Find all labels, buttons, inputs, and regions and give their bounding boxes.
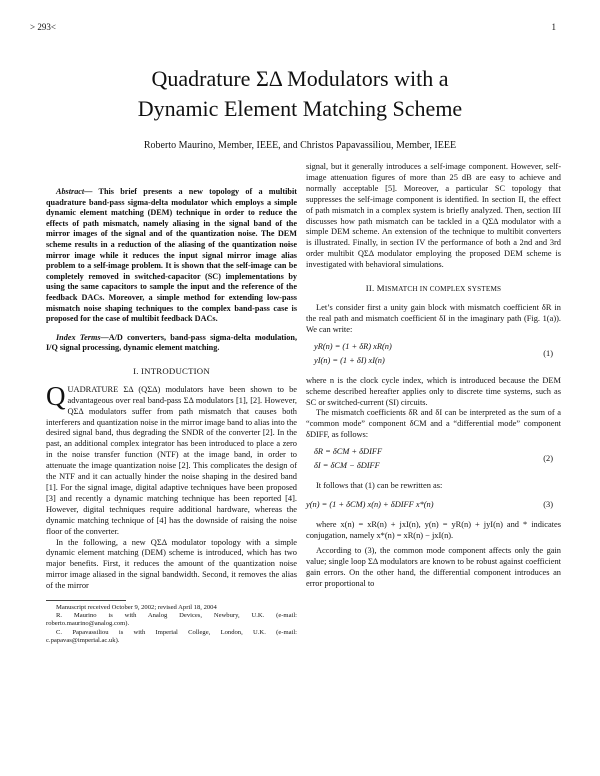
right-paragraph-2: Let’s consider first a unity gain block with mismatch coefficient δR in the real path and mismatch coefficient δI in the imaginary path (Fig. 1(a)). We can write:: [306, 302, 561, 334]
index-text: —A/D converters, band-pass sigma-delta modulation, I/Q signal processing, dynamic element matching.: [46, 332, 297, 353]
right-paragraph-3: where n is the clock cycle index, which is introduced because the DEM scheme described hereafter applies only to discrete time systems, such as SC or switched-current (SI) circuits.: [306, 375, 561, 407]
equation-3-number: (3): [543, 500, 553, 510]
section-2-heading: [306, 283, 561, 295]
equation-1-line-2: yI(n) = (1 + δI) xI(n): [314, 355, 385, 365]
index-terms: [46, 333, 297, 354]
equation-2-number: (2): [543, 454, 553, 464]
equation-3: [306, 498, 561, 514]
abstract: [46, 187, 297, 325]
equation-1: [306, 342, 561, 370]
section-2-title: ISMATCH IN COMPLEX SYSTEMS: [384, 285, 502, 294]
equation-1-number: (1): [543, 348, 553, 358]
paper-title: [0, 64, 600, 124]
title-line-1: Quadrature ΣΔ Modulators with a: [151, 66, 449, 91]
footnote-author-1: R. Maurino is with Analog Devices, Newbury, U.K. (e-mail: roberto.maurino@analog.com).: [46, 612, 297, 628]
drop-cap: Q: [46, 380, 66, 411]
abstract-text: This brief presents a new topology of a multibit quadrature band-pass sigma-delta modulator which employs a simple dynamic element matching (DEM) technique in order to reduce the effects of path mismatch, namely aliasing in the signal band of the mirror images of the signal and of the quantization noise. The DEM scheme results in a reduction of the aliasing of the quantization noise mirror image while it reduces the input signal mirror image alias problem to a self-image problem. It is shown that the self-image can be completely removed in switched-capacitor (SC) implementations by using the same capacitors to sample the input and the reference of the feedback DACs. Moreover, a simple method for extending low-pass mismatch noise shaping techniques to the complex band-pass case is proposed for the case of multibit feedback DACs.: [46, 187, 297, 324]
page-number: 1: [551, 22, 556, 32]
equation-2-line-2: δI = δCM − δDIFF: [314, 461, 380, 471]
abstract-label: Abstract—: [56, 187, 93, 196]
left-column: [46, 162, 297, 645]
right-paragraph-6: where x(n) = xR(n) + jxI(n), y(n) = yR(n) + jyI(n) and * indicates conjugation, namely x*(n) = xR(n) − jxI(n).: [306, 520, 561, 540]
right-paragraph-1: signal, but it generally introduces a self-image component. However, self-image attenuation figures of more than 25 dB are easy to achieve and normally acceptable [5]. Moreover, a particular SC topology that suppresses the self-image component is identified. In section II, the effect of path mismatch in a complex system is briefly analyzed. Then, section III discusses how path mismatch can be tackled in a QΣΔ modulator with a simple DEM scheme. An extension of the technique to multibit converters is illustrated. Finally, in section IV the performance of both a 2nd and 3rd order multibit QΣΔ modulator employing the proposed DEM scheme is investigated with behavioral simulations.: [306, 162, 561, 270]
right-column: [306, 162, 561, 589]
intro-paragraph-1: [46, 380, 297, 538]
right-paragraph-4: The mismatch coefficients δR and δI can be interpreted as the sum of a “common mode” component δCM and a “differential mode” component δDIFF, as follows:: [306, 408, 561, 440]
right-paragraph-7: According to (3), the common mode component affects only the gain value; single loop ΣΔ modulators are known to be robust against coefficient gain errors. On the other hand, the differential component introduces an error proportional to: [306, 545, 561, 588]
section-1-heading: I. INTRODUCTION: [133, 365, 210, 376]
equation-2-line-1: δR = δCM + δDIFF: [314, 447, 383, 457]
equation-2: [306, 447, 561, 475]
right-paragraph-5: It follows that (1) can be rewritten as:: [316, 481, 443, 491]
equation-3-line: y(n) = (1 + δCM) x(n) + δDIFF x*(n): [306, 500, 434, 510]
equation-1-line-1: yR(n) = (1 + δR) xR(n): [314, 341, 392, 351]
title-line-2: Dynamic Element Matching Scheme: [137, 96, 463, 121]
intro-paragraph-1-text: UADRATURE ΣΔ (QΣΔ) modulators have been shown to be advantageous over real band-pass ΣΔ modulators [1], [2]. However, QΣΔ modulators suffer from path mismatch that causes both interferers and quantization noise in the mirror image band to alias into the desired signal band, thus degrading the SNDR of the converter [2]. In the past, an additional complex integrator has been introduced to place a zero in the noise transfer function (NTF) at the image band, in order to attenuate the image quantization noise [2]. This complicates the design of the NTF and it can actually hinder the noise shaping in the desired band [1]. For the signal image, digital adaptive techniques have been proposed [3] and recently a dynamic matching technique has been reported [4]. However, digital techniques require additional hardware, whereas the dynamic matching technique of [4] has the downside of raising the noise floor of the converter.: [46, 384, 297, 536]
section-2-num: II. M: [365, 283, 385, 294]
index-label: Index Terms: [56, 332, 101, 342]
header-label: > 293<: [30, 22, 56, 32]
footnote-author-2: C. Papavassiliou is with Imperial College, London, U.K. (e-mail: c.papavas@imperial.ac.uk).: [46, 628, 297, 644]
authors: Roberto Maurino, Member, IEEE, and Christos Papavassiliou, Member, IEEE: [143, 140, 457, 151]
footnote-received: Manuscript received October 9, 2002; revised April 18, 2004: [56, 604, 217, 612]
footnote-rule: [46, 600, 126, 601]
intro-paragraph-2: In the following, a new QΣΔ modulator topology with a simple dynamic element matching (DEM) scheme is introduced, which has two major benefits. First, it reduces the amount of the quantization noise mirror image aliased in the signal bandwidth. Second, it removes the alias of the mirror: [46, 537, 297, 591]
